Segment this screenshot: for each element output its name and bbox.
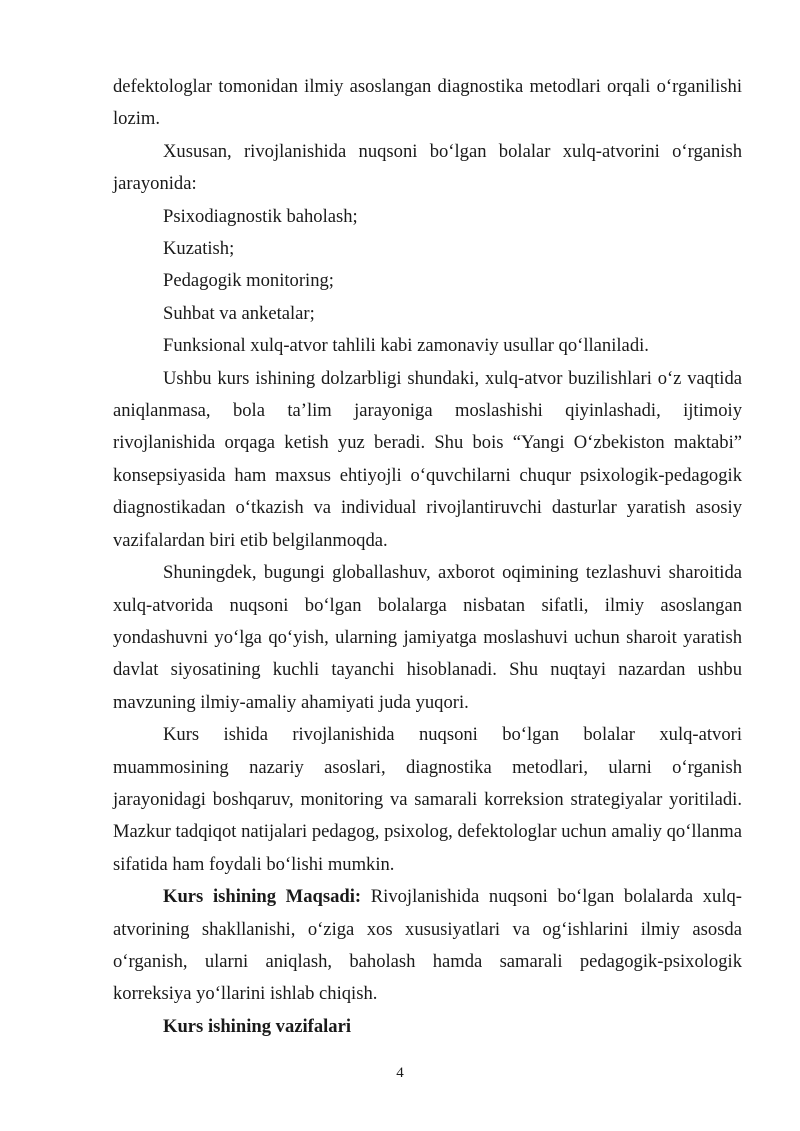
list-item: Pedagogik monitoring; — [163, 270, 334, 292]
paragraph-relevance: Ushbu kurs ishining dolzarbligi shundaki, xulq-atvor buzilishlari o‘z vaqtida aniqlanmasa, bola ta’lim jarayoniga moslashishi qiyinlashadi, ijtimoiy rivojlanishida orqaga ketish yuz beradi. Shu bois “Yangi O‘zbekiston maktabi” konsepsiyasida ham maxsus ehtiyojli o‘quvchilarni chuqur psixologik-pedagogik diagnostikadan o‘tkazish va individual rivojlantiruvchi dasturlar yaratish asosiy vazifalardan biri etib belgilanmoqda. — [113, 367, 742, 551]
paragraph-goal — [113, 881, 742, 1011]
page-body — [113, 71, 742, 1043]
goal-label: Kurs ishining Maqsadi: — [163, 886, 362, 908]
goal-text: Rivojlanishida nuqsoni bo‘lgan bolalarda xulq-atvorining shakllanishi, o‘ziga xos xususiyatlari va og‘ishlarini ilmiy asosda o‘rganish, ularni aniqlash, baholash hamda samarali pedagogik-psixologik korreksiya yo‘llarini ishlab chiqish. — [113, 886, 743, 1005]
list-item: Funksional xulq-atvor tahlili kabi zamonaviy usullar qo‘llaniladi. — [163, 335, 649, 357]
tasks-heading-text: Kurs ishining vazifalari — [163, 1015, 352, 1037]
paragraph-intro-methods: Xususan, rivojlanishida nuqsoni bo‘lgan bolalar xulq-atvorini o‘rganish jarayonida: — [113, 140, 742, 195]
list-item: Suhbat va anketalar; — [163, 302, 315, 324]
paragraph-continuation: defektologlar tomonidan ilmiy asoslangan diagnostika metodlari orqali o‘rganilishi lozim. — [113, 76, 742, 130]
paragraph-globalization: Shuningdek, bugungi globallashuv, axborot oqimining tezlashuvi sharoitida xulq-atvorida nuqsoni bo‘lgan bolalarga nisbatan sifatli, ilmiy asoslangan yondashuvni yo‘lga qo‘yish, ularning jamiyatga moslashuvi uchun sharoit yaratish davlat siyosatining kuchli tayanchi hisoblanadi. Shu nuqtayi nazardan ushbu mavzuning ilmiy-amaliy ahamiyati juda yuqori. — [113, 562, 742, 713]
list-item: Kuzatish; — [163, 238, 235, 260]
list-item: Psixodiagnostik baholash; — [163, 205, 358, 227]
paragraph-coverage: Kurs ishida rivojlanishida nuqsoni bo‘lgan bolalar xulq-atvori muammosining nazariy asoslari, diagnostika metodlari, ularni o‘rganish jarayonidagi boshqaruv, monitoring va samarali korreksion strategiyalar yoritiladi. Mazkur tadqiqot natijalari pedagog, psixolog, defektologlar uchun amaliy qo‘llanma sifatida ham foydali bo‘lishi mumkin. — [113, 724, 742, 875]
page-number: 4 — [396, 1065, 404, 1081]
tasks-heading — [113, 1011, 742, 1043]
